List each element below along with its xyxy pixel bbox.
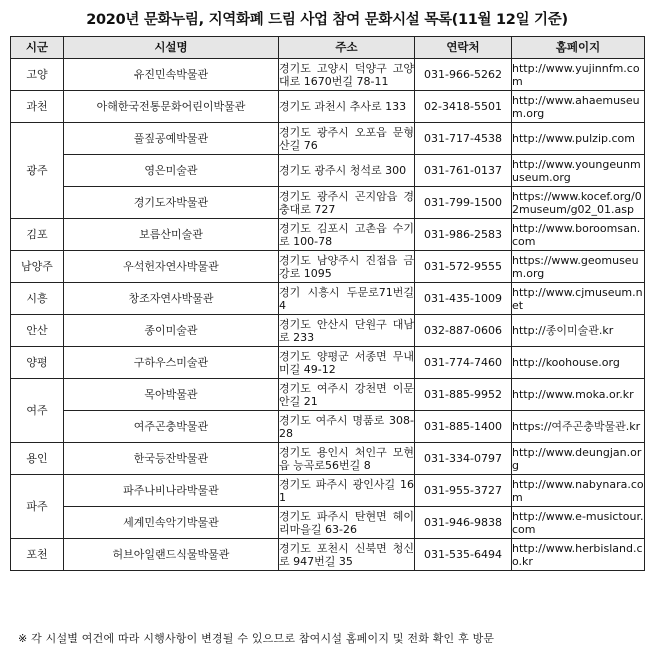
header-homepage: 홈페이지 xyxy=(512,37,645,59)
homepage-cell[interactable]: http://www.yujinnfm.com xyxy=(512,59,645,91)
header-region: 시군 xyxy=(11,37,64,59)
region-cell: 포천 xyxy=(11,539,64,571)
phone-cell: 031-955-3727 xyxy=(415,475,512,507)
facility-name-cell: 허브아일랜드식물박물관 xyxy=(64,539,279,571)
address-cell: 경기도 과천시 추사로 133 xyxy=(279,91,415,123)
region-cell: 파주 xyxy=(11,475,64,539)
phone-cell: 031-966-5262 xyxy=(415,59,512,91)
header-facility-name: 시설명 xyxy=(64,37,279,59)
phone-cell: 031-435-1009 xyxy=(415,283,512,315)
phone-cell: 031-717-4538 xyxy=(415,123,512,155)
region-cell: 남양주 xyxy=(11,251,64,283)
homepage-cell[interactable]: http://www.herbisland.co.kr xyxy=(512,539,645,571)
address-cell: 경기도 고양시 덕양구 고양대로 1670번길 78-11 xyxy=(279,59,415,91)
phone-cell: 031-535-6494 xyxy=(415,539,512,571)
facility-name-cell: 목아박물관 xyxy=(64,379,279,411)
table-row xyxy=(11,91,645,123)
region-cell: 용인 xyxy=(11,443,64,475)
phone-cell: 031-572-9555 xyxy=(415,251,512,283)
address-cell: 경기도 남양주시 진접읍 금강로 1095 xyxy=(279,251,415,283)
facility-name-cell: 우석헌자연사박물관 xyxy=(64,251,279,283)
table-row xyxy=(11,379,645,411)
table-row xyxy=(11,219,645,251)
address-cell: 경기도 용인시 처인구 모현읍 능곡로56번길 8 xyxy=(279,443,415,475)
facility-name-cell: 여주곤충박물관 xyxy=(64,411,279,443)
facility-name-cell: 유진민속박물관 xyxy=(64,59,279,91)
homepage-cell[interactable]: http://www.nabynara.com xyxy=(512,475,645,507)
facility-name-cell: 파주나비나라박물관 xyxy=(64,475,279,507)
address-cell: 경기도 여주시 강천면 이문안길 21 xyxy=(279,379,415,411)
table-row xyxy=(11,347,645,379)
phone-cell: 031-774-7460 xyxy=(415,347,512,379)
facility-name-cell: 종이미술관 xyxy=(64,315,279,347)
facility-name-cell: 아해한국전통문화어린이박물관 xyxy=(64,91,279,123)
address-cell: 경기도 포천시 신북면 청신로 947번길 35 xyxy=(279,539,415,571)
address-cell: 경기도 광주시 곤지암읍 경충대로 727 xyxy=(279,187,415,219)
homepage-cell[interactable]: http://www.pulzip.com xyxy=(512,123,645,155)
facility-name-cell: 창조자연사박물관 xyxy=(64,283,279,315)
homepage-cell[interactable]: http://www.youngeunmuseum.org xyxy=(512,155,645,187)
facility-table xyxy=(10,36,645,571)
homepage-cell[interactable]: http://www.deungjan.org xyxy=(512,443,645,475)
homepage-cell[interactable]: http://koohouse.org xyxy=(512,347,645,379)
address-cell: 경기도 파주시 탄현면 헤이리마을길 63-26 xyxy=(279,507,415,539)
phone-cell: 031-799-1500 xyxy=(415,187,512,219)
facility-name-cell: 한국등잔박물관 xyxy=(64,443,279,475)
table-row xyxy=(11,507,645,539)
table-row xyxy=(11,251,645,283)
table-row xyxy=(11,475,645,507)
homepage-cell[interactable]: http://종이미술관.kr xyxy=(512,315,645,347)
facility-name-cell: 구하우스미술관 xyxy=(64,347,279,379)
address-cell: 경기도 김포시 고촌읍 수기로 100-78 xyxy=(279,219,415,251)
table-header-row xyxy=(11,37,645,59)
address-cell: 경기도 양평군 서종면 무내미길 49-12 xyxy=(279,347,415,379)
page-title: 2020년 문화누림, 지역화폐 드림 사업 참여 문화시설 목록(11월 12일 기준) xyxy=(86,12,568,28)
homepage-cell[interactable]: http://www.moka.or.kr xyxy=(512,379,645,411)
phone-cell: 031-946-9838 xyxy=(415,507,512,539)
table-row xyxy=(11,123,645,155)
header-phone: 연락처 xyxy=(415,37,512,59)
table-row xyxy=(11,187,645,219)
phone-cell: 031-885-9952 xyxy=(415,379,512,411)
facility-name-cell: 경기도자박물관 xyxy=(64,187,279,219)
homepage-cell[interactable]: http://www.boroomsan.com xyxy=(512,219,645,251)
homepage-cell[interactable]: https://여주곤충박물관.kr xyxy=(512,411,645,443)
region-cell: 안산 xyxy=(11,315,64,347)
facility-name-cell: 영은미술관 xyxy=(64,155,279,187)
homepage-cell[interactable]: http://www.cjmuseum.net xyxy=(512,283,645,315)
phone-cell: 031-885-1400 xyxy=(415,411,512,443)
region-cell: 김포 xyxy=(11,219,64,251)
phone-cell: 031-986-2583 xyxy=(415,219,512,251)
homepage-cell[interactable]: http://www.ahaemuseum.org xyxy=(512,91,645,123)
region-cell: 광주 xyxy=(11,123,64,219)
table-row xyxy=(11,315,645,347)
region-cell: 양평 xyxy=(11,347,64,379)
table-row xyxy=(11,283,645,315)
address-cell: 경기도 광주시 오포읍 문형산길 76 xyxy=(279,123,415,155)
phone-cell: 02-3418-5501 xyxy=(415,91,512,123)
region-cell: 여주 xyxy=(11,379,64,443)
phone-cell: 032-887-0606 xyxy=(415,315,512,347)
homepage-cell[interactable]: https://www.geomuseum.org xyxy=(512,251,645,283)
region-cell: 고양 xyxy=(11,59,64,91)
table-row xyxy=(11,411,645,443)
address-cell: 경기 시흥시 두문로71번길 4 xyxy=(279,283,415,315)
facility-name-cell: 보름산미술관 xyxy=(64,219,279,251)
table-row xyxy=(11,155,645,187)
region-cell: 시흥 xyxy=(11,283,64,315)
homepage-cell[interactable]: https://www.kocef.org/02museum/g02_01.asp xyxy=(512,187,645,219)
homepage-cell[interactable]: http://www.e-musictour.com xyxy=(512,507,645,539)
phone-cell: 031-761-0137 xyxy=(415,155,512,187)
region-cell: 과천 xyxy=(11,91,64,123)
table-row xyxy=(11,443,645,475)
header-address: 주소 xyxy=(279,37,415,59)
footnote: ※ 각 시설별 여건에 따라 시행사항이 변경될 수 있으므로 참여시설 홈페이지 및 전화 확인 후 방문 xyxy=(18,632,495,645)
table-row xyxy=(11,59,645,91)
address-cell: 경기도 광주시 청석로 300 xyxy=(279,155,415,187)
address-cell: 경기도 파주시 광인사길 161 xyxy=(279,475,415,507)
facility-name-cell: 풀짚공예박물관 xyxy=(64,123,279,155)
phone-cell: 031-334-0797 xyxy=(415,443,512,475)
table-row xyxy=(11,539,645,571)
facility-name-cell: 세계민속악기박물관 xyxy=(64,507,279,539)
address-cell: 경기도 안산시 단원구 대남로 233 xyxy=(279,315,415,347)
address-cell: 경기도 여주시 명품로 308-28 xyxy=(279,411,415,443)
